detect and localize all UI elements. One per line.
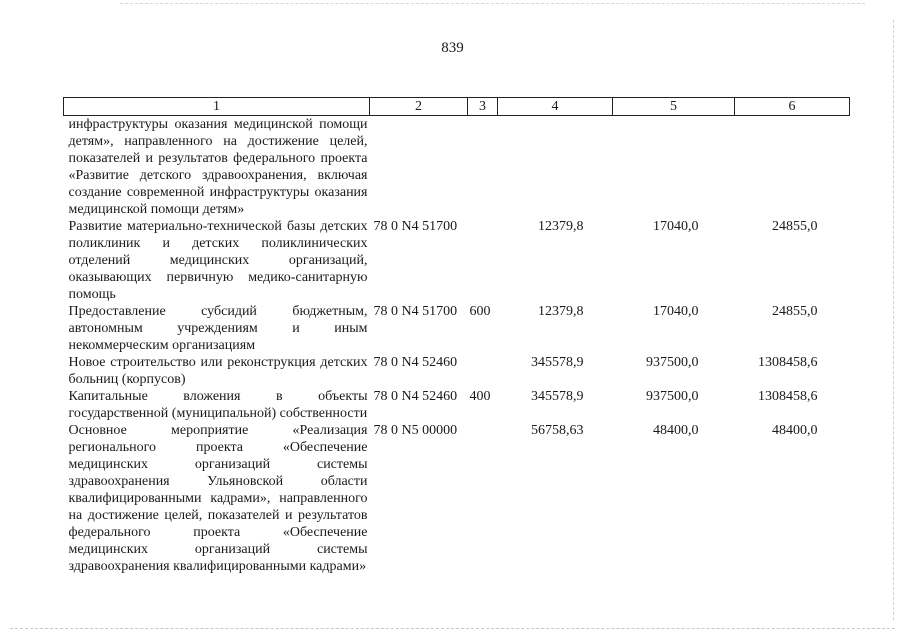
table-row [64,388,850,422]
row-amount-year1: 345578,9 [531,355,584,370]
row-name: Предоставление субсидий бюджетным, автономным учреждениям и иным некоммерческим организациям [68,304,368,353]
row-amount-year2: 937500,0 [646,355,699,370]
row-code: 78 0 N4 52460 [373,389,458,404]
column-header-year3: 6 [735,98,850,116]
row-amount-year3: 24855,0 [772,304,818,319]
scan-edge-top [120,3,865,4]
row-vr: 400 [469,389,491,404]
row-vr: 600 [469,304,491,319]
budget-table [63,97,850,575]
row-name: Капитальные вложения в объекты государственной (муниципальной) собственности [68,389,368,421]
table-row [64,116,850,219]
row-name: Новое строительство или реконструкция детских больниц (корпусов) [68,355,368,387]
row-amount-year2 [613,116,735,219]
row-vr [468,422,498,575]
row-amount-year3: 1308458,6 [758,355,818,370]
scan-edge-right [893,20,894,620]
table-row [64,422,850,575]
column-header-name: 1 [64,98,370,116]
row-name: Развитие материально-технической базы детских поликлиник и детских поликлинических отделений медицинских организаций, оказывающих первичную медико-санитарную помощь [68,219,368,302]
row-code: 78 0 N4 52460 [373,355,458,370]
row-amount-year1 [498,116,613,219]
row-amount-year1: 345578,9 [531,389,584,404]
table-header-row [64,98,850,116]
table-row [64,354,850,388]
column-header-vr: 3 [468,98,498,116]
row-amount-year2: 17040,0 [653,304,699,319]
scan-edge-bottom [10,628,895,629]
row-amount-year3: 24855,0 [772,219,818,234]
column-header-year2: 5 [613,98,735,116]
column-header-year1: 4 [498,98,613,116]
page-number: 839 [441,40,464,56]
row-name: инфраструктуры оказания медицинской помощи детям», направленного на достижение целей, показателей и результатов федерального проекта «Развитие детского здравоохранения, включая создание современной инфраструктуры оказания медицинской помощи детям» [68,117,368,217]
row-amount-year1: 12379,8 [538,219,584,234]
row-amount-year2: 48400,0 [653,423,699,438]
table-row [64,218,850,303]
row-amount-year3 [735,116,850,219]
row-code: 78 0 N5 00000 [373,423,458,438]
table-row [64,303,850,354]
row-amount-year3: 48400,0 [772,423,818,438]
row-amount-year2: 17040,0 [653,219,699,234]
row-amount-year1: 12379,8 [538,304,584,319]
row-amount-year1: 56758,63 [531,423,584,438]
column-header-code: 2 [370,98,468,116]
row-vr [468,354,498,388]
row-amount-year3: 1308458,6 [758,389,818,404]
row-vr [468,116,498,219]
row-vr [468,218,498,303]
row-code: 78 0 N4 51700 [373,219,458,234]
row-code [370,116,468,219]
row-name: Основное мероприятие «Реализация регионального проекта «Обеспечение медицинских организаций системы здравоохранения Ульяновской области квалифицированными кадрами», направленного на достижение целей, показателей и результатов федерального проекта «Обеспечение медицинских организаций системы здравоохранения квалифицированными кадрами» [68,423,368,574]
row-amount-year2: 937500,0 [646,389,699,404]
row-code: 78 0 N4 51700 [373,304,458,319]
